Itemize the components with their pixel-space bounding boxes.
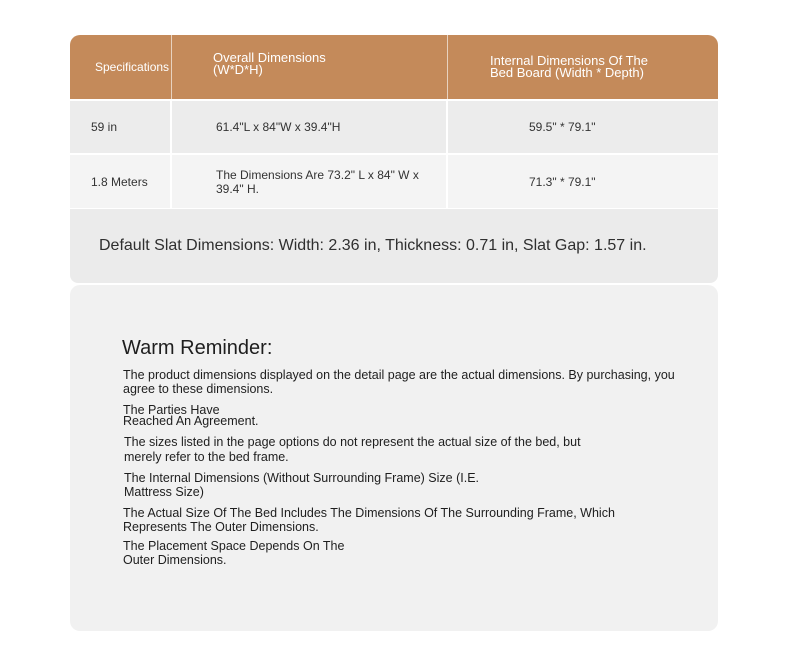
reminder-item-line1: The Actual Size Of The Bed Includes The Dimensions Of The Surrounding Frame, Which	[123, 506, 615, 520]
header-internal-line1: Internal Dimensions Of The	[490, 53, 648, 68]
header-overall-line1: Overall Dimensions	[213, 50, 326, 65]
cell-internal: 71.3" * 79.1"	[529, 174, 596, 189]
header-overall-dimensions	[172, 35, 448, 99]
slat-note-text: Default Slat Dimensions: Width: 2.36 in, Thickness: 0.71 in, Slat Gap: 1.57 in.	[99, 237, 647, 254]
cell-spec: 1.8 Meters	[70, 155, 172, 208]
cell-spec: 59 in	[70, 101, 172, 153]
reminder-item-line2: agree to these dimensions.	[123, 382, 274, 396]
reminder-item	[123, 368, 675, 396]
slat-dimensions-note	[70, 209, 718, 283]
header-overall-line2: (W*D*H)	[213, 62, 263, 77]
reminder-item-line1: The Parties Have	[123, 403, 220, 417]
reminder-item	[124, 435, 581, 465]
reminder-item-line2: Mattress Size)	[124, 485, 204, 499]
header-internal-dimensions	[448, 35, 718, 99]
reminder-item-line2: Outer Dimensions.	[123, 553, 227, 567]
reminder-item-line1: The Placement Space Depends On The	[123, 539, 345, 553]
reminder-item-line2: Represents The Outer Dimensions.	[123, 520, 319, 534]
spec-table	[70, 35, 718, 208]
reminder-item	[123, 539, 344, 567]
header-internal-line2: Bed Board (Width * Depth)	[490, 65, 644, 80]
reminder-item-line1: The product dimensions displayed on the detail page are the actual dimensions. By purchasing, you	[123, 368, 675, 382]
reminder-item-line1: The Internal Dimensions (Without Surrounding Frame) Size (I.E.	[124, 471, 479, 485]
table-row	[70, 155, 718, 208]
cell-internal: 59.5" * 79.1"	[529, 120, 596, 134]
reminder-item-line1: The sizes listed in the page options do not represent the actual size of the bed, but	[124, 435, 581, 449]
cell-overall: The Dimensions Are 73.2" L x 84" W x 39.4" H.	[172, 155, 448, 208]
cell-overall: 61.4"L x 84"W x 39.4"H	[172, 101, 448, 153]
reminder-item-line2: merely refer to the bed frame.	[124, 450, 289, 464]
reminder-item-line2: Reached An Agreement.	[123, 414, 259, 428]
header-specifications-label: Specifications	[95, 60, 170, 74]
warm-reminder-panel	[70, 285, 718, 631]
table-row	[70, 101, 718, 153]
reminder-item	[123, 405, 259, 427]
reminder-item	[123, 506, 615, 534]
header-specifications	[70, 35, 172, 99]
reminder-item	[124, 471, 479, 499]
table-header	[70, 35, 718, 99]
reminder-title: Warm Reminder:	[122, 337, 273, 359]
